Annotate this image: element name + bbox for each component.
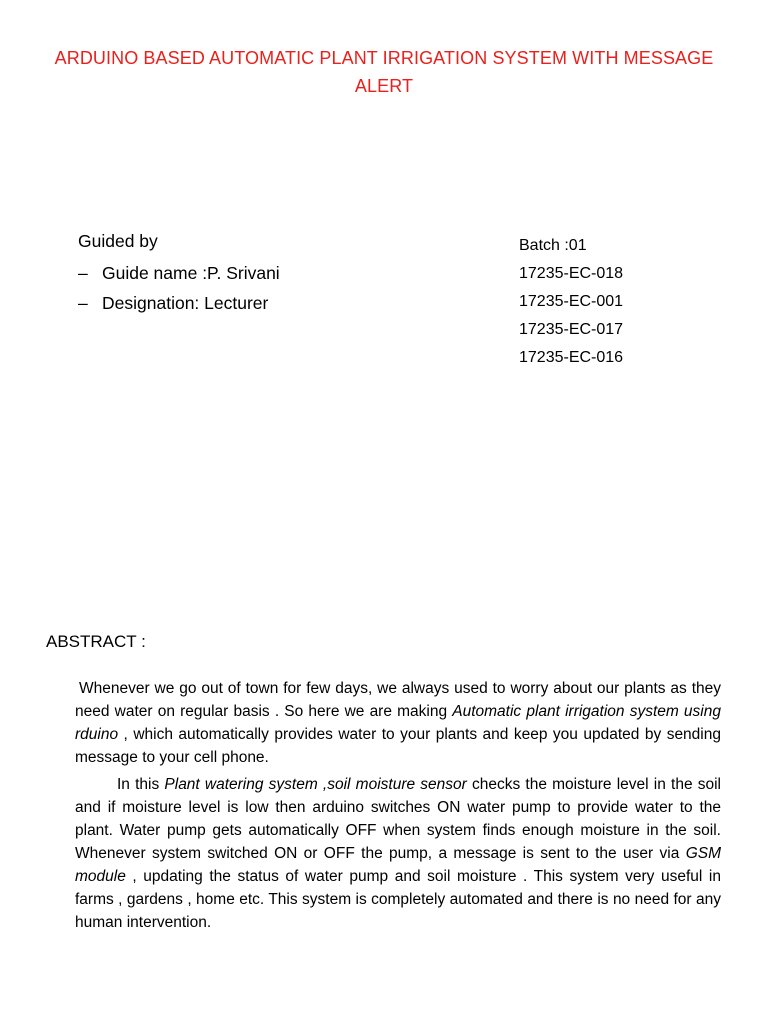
abstract-p2-text-c: checks the moisture level in the soil and if moisture level is low then arduino switches ON water pump to provide water to the plant. Water pump gets automatically OFF when system finds enough moisture in the soil. Whenever system switched ON or OFF the pump, a message is sent to the user via — [75, 776, 721, 862]
abstract-p2-italic-system: Plant watering system ,soil moisture sensor — [164, 776, 467, 793]
document-title: ARDUINO BASED AUTOMATIC PLANT IRRIGATION SYSTEM WITH MESSAGE ALERT — [54, 48, 714, 96]
abstract-p2-text-a: In this — [117, 776, 165, 793]
guide-name-text: Guide name :P. Srivani — [102, 263, 280, 283]
abstract-p1-text-c: , which automatically provides water to your plants and keep you updated by sending message to your cell phone. — [75, 726, 721, 766]
batch-member: 17235-EC-018 — [519, 265, 624, 282]
batch-member: 17235-EC-016 — [519, 349, 624, 366]
batch-section — [519, 232, 719, 372]
guide-section — [78, 228, 438, 318]
guide-heading: Guided by — [78, 231, 158, 251]
abstract-heading: ABSTRACT : — [46, 632, 146, 651]
batch-member: 17235-EC-001 — [519, 293, 624, 310]
abstract-p1-italic: Automatic plant irrigation system using rduino — [75, 703, 721, 743]
batch-label: Batch :01 — [519, 237, 587, 254]
abstract-paragraph-2 — [75, 773, 721, 934]
abstract-p1-text-a: Whenever we go out of town for few days, we always used to worry about our plants as they need water on regular basis . So here we are making — [75, 680, 721, 720]
guide-name-item — [78, 258, 438, 288]
batch-member: 17235-EC-017 — [519, 321, 624, 338]
guide-designation-text: Designation: Lecturer — [102, 293, 269, 313]
abstract-p2-text-e: , updating the status of water pump and soil moisture . This system very useful in farms , gardens , home etc. This system is completely automated and there is no need for any human intervention. — [75, 868, 721, 931]
guide-designation-item — [78, 288, 438, 318]
abstract-paragraph-1 — [75, 677, 721, 769]
dash-bullet: – — [78, 293, 88, 313]
dash-bullet: – — [78, 263, 88, 283]
abstract-p2-italic-gsm: GSM module — [75, 845, 721, 885]
